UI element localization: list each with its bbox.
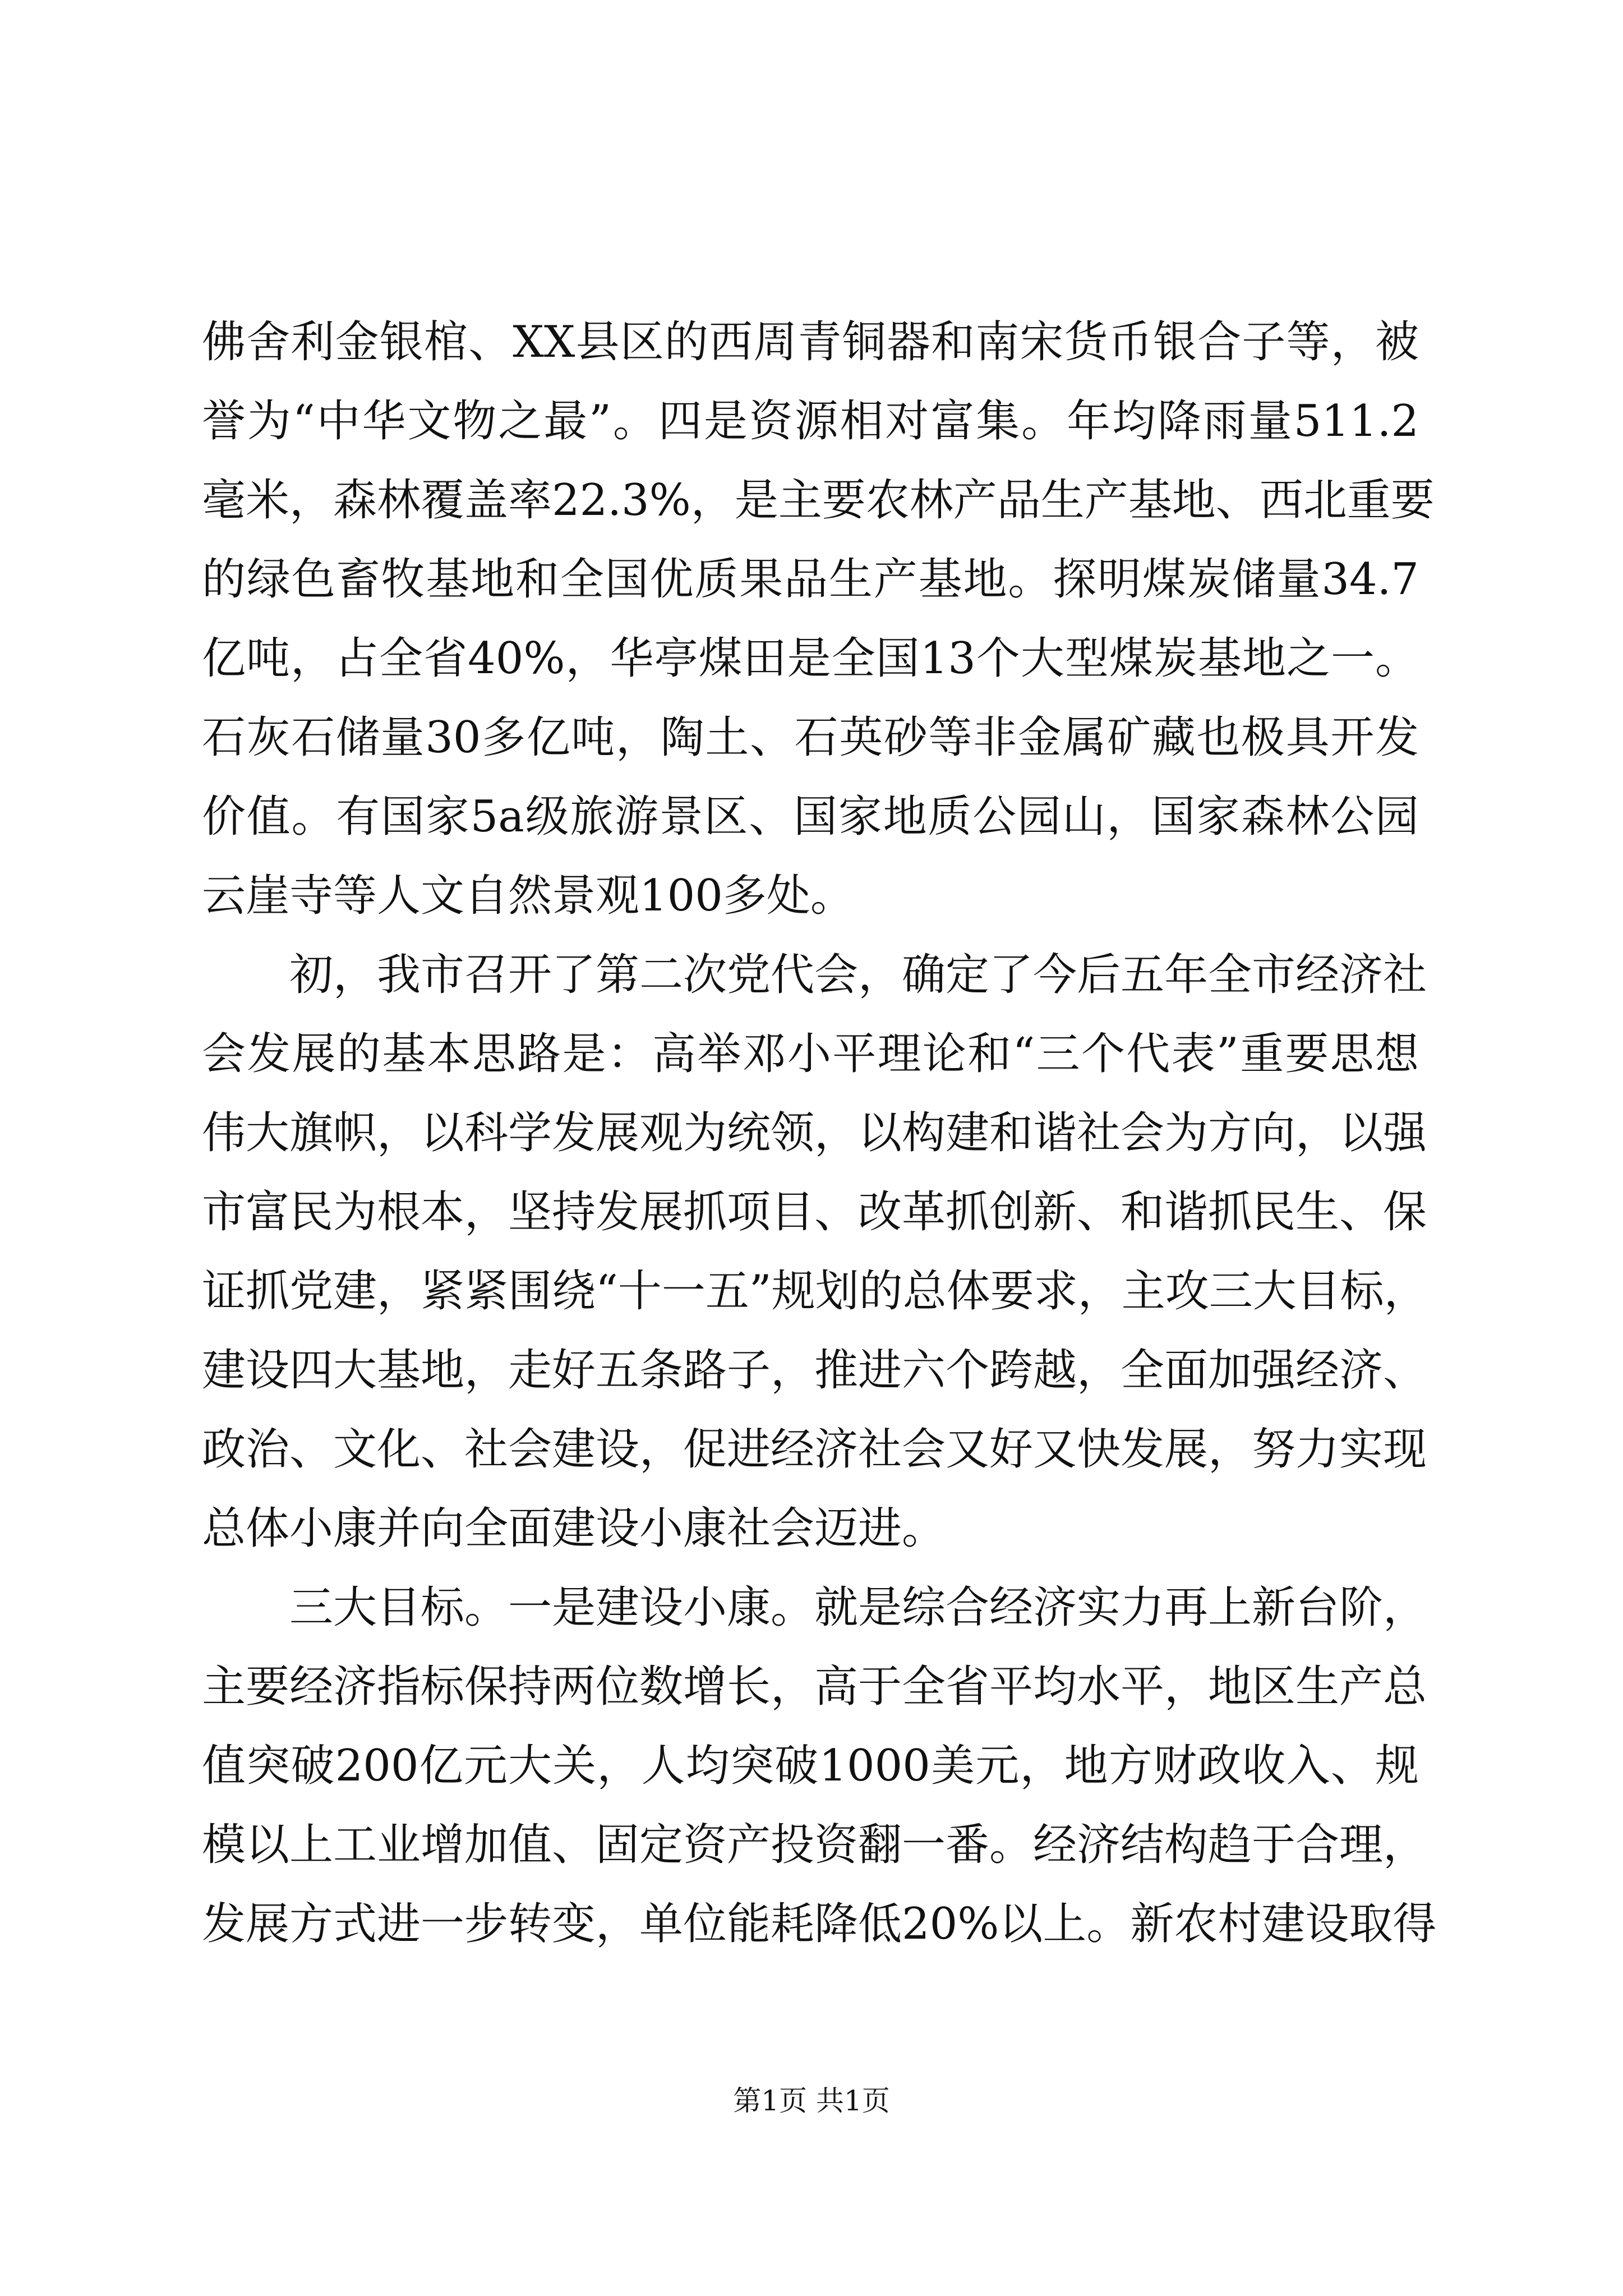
text-line: 主要经济指标保持两位数增长，高于全省平均水平，地区生产总 xyxy=(202,1662,1427,1712)
page-number-label: 第1页 共1页 xyxy=(733,2085,890,2117)
text-line: 的绿色畜牧基地和全国优质果品生产基地。探明煤炭储量34.7 xyxy=(202,554,1419,605)
text-line: 伟大旗帜，以科学发展观为统领，以构建和谐社会为方向，以强 xyxy=(202,1108,1427,1158)
text-line: 总体小康并向全面建设小康社会迈进。 xyxy=(202,1503,946,1554)
text-line: 毫米，森林覆盖率22.3%，是主要农林产品生产基地、西北重要 xyxy=(202,475,1435,526)
text-line: 证抓党建，紧紧围绕“十一五”规划的总体要求，主攻三大目标， xyxy=(202,1266,1428,1317)
paragraph-2 xyxy=(202,936,1428,1568)
text-line: 亿吨，占全省40%，华亭煤田是全国13个大型煤炭基地之一。 xyxy=(202,633,1419,684)
text-line: 誉为“中华文物之最”。四是资源相对富集。年均降雨量511.2 xyxy=(202,396,1419,447)
text-line: 发展方式进一步转变，单位能耗降低20%以上。新农村建设取得 xyxy=(202,1899,1437,1949)
document-body xyxy=(202,303,1437,1964)
text-line: 模以上工业增加值、固定资产投资翻一番。经济结构趋于合理， xyxy=(202,1820,1427,1870)
text-line: 三大目标。一是建设小康。就是综合经济实力再上新台阶， xyxy=(289,1582,1427,1633)
text-line: 初，我市召开了第二次党代会，确定了今后五年全市经济社 xyxy=(289,950,1427,1000)
text-line: 政治、文化、社会建设，促进经济社会又好又快发展，努力实现 xyxy=(202,1424,1427,1475)
paragraph-3 xyxy=(202,1568,1437,1964)
text-line: 市富民为根本，坚持发展抓项目、改革抓创新、和谐抓民生、保 xyxy=(202,1187,1427,1237)
page-footer xyxy=(0,2081,1623,2120)
text-line: 建设四大基地，走好五条路子，推进六个跨越，全面加强经济、 xyxy=(202,1345,1427,1396)
text-line: 会发展的基本思路是：高举邓小平理论和“三个代表”重要思想 xyxy=(202,1029,1419,1079)
text-line: 云崖寺等人文自然景观100多处。 xyxy=(202,871,854,921)
paragraph-1 xyxy=(202,303,1435,936)
text-line: 价值。有国家5a级旅游景区、国家地质公园山，国家森林公园 xyxy=(202,792,1419,842)
text-line: 佛舍利金银棺、XX县区的西周青铜器和南宋货币银合子等，被 xyxy=(202,317,1419,367)
text-line: 值突破200亿元大关，人均突破1000美元，地方财政收入、规 xyxy=(202,1741,1419,1791)
text-line: 石灰石储量30多亿吨，陶土、石英砂等非金属矿藏也极具开发 xyxy=(202,712,1419,763)
